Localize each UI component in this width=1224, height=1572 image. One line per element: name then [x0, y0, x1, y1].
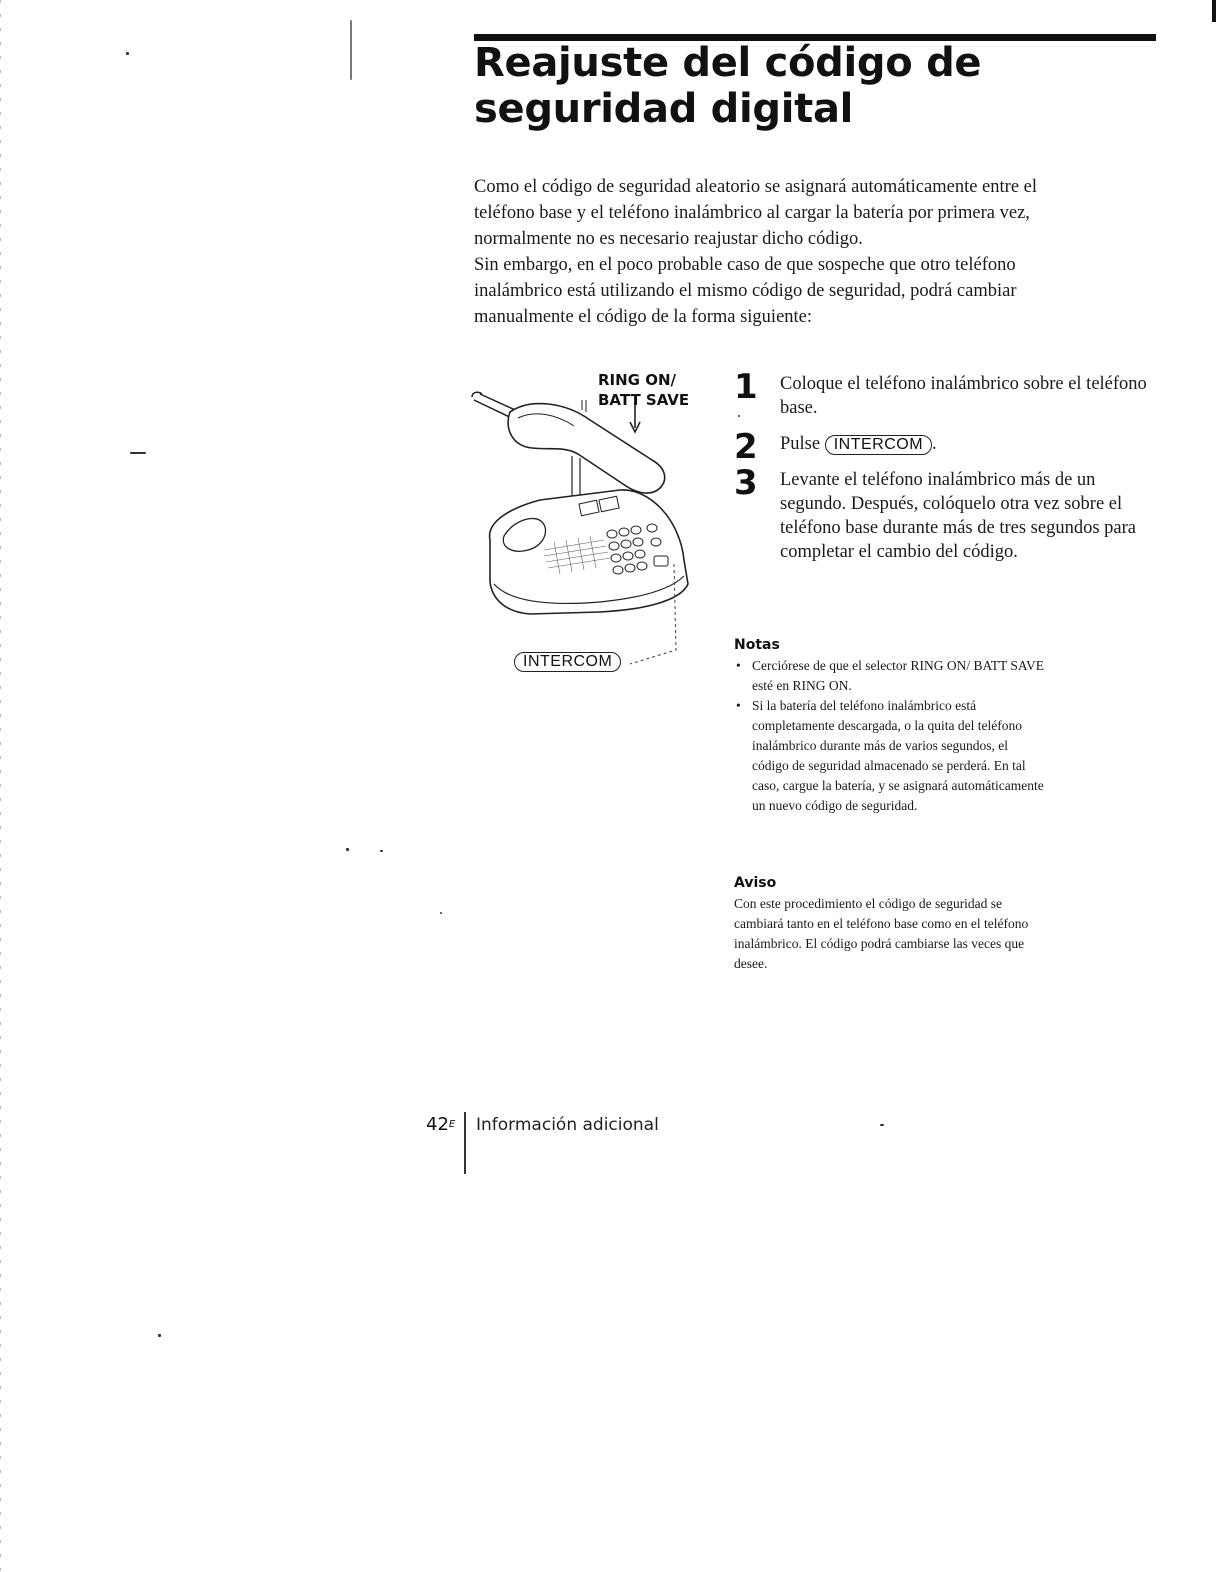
notes-section — [734, 636, 1044, 816]
step-number: 1 — [734, 367, 758, 407]
scan-speck — [346, 848, 349, 851]
page-title: Reajuste del código de seguridad digital — [474, 40, 982, 132]
step-number: 2 — [734, 427, 758, 467]
cordless-phone-illustration-icon — [470, 370, 700, 670]
steps-list — [734, 367, 1164, 576]
edge-mark — [1212, 0, 1216, 22]
ring-on-batt-save-label: RING ON/ BATT SAVE — [598, 371, 690, 409]
aviso-heading: Aviso — [734, 875, 777, 891]
footer-divider — [464, 1112, 466, 1174]
scan-speck — [158, 1334, 161, 1337]
step-text: Levante el teléfono inalámbrico más de un segundo. Después, colóquelo otra vez sobre el teléfono base durante más de tres segundos para completar el cambio del código. — [780, 470, 1136, 562]
scan-speck — [350, 20, 352, 80]
step-2 — [734, 427, 1164, 467]
page-suffix: E — [448, 1119, 456, 1130]
intro-paragraph-1: Como el código de seguridad aleatorio se asignará automáticamente entre el teléfono base y el teléfono inalámbrico al cargar la batería por primera vez, normalmente no es necesario reajustar dicho código. — [474, 177, 1038, 249]
step-text: Coloque el teléfono inalámbrico sobre el teléfono base. — [780, 374, 1147, 418]
scan-speck — [130, 452, 146, 454]
scan-speck — [380, 850, 383, 852]
intercom-key-label: INTERCOM — [514, 652, 621, 672]
phone-figure — [470, 370, 700, 690]
step-number: 3 — [734, 463, 758, 503]
aviso-section — [734, 874, 1044, 974]
step-3 — [734, 463, 1164, 564]
scan-speck — [738, 415, 740, 417]
step-1 — [734, 367, 1164, 420]
intro-text — [474, 174, 1074, 330]
intro-paragraph-2: Sin embargo, en el poco probable caso de que sospeche que otro teléfono inalámbrico está utilizando el mismo código de seguridad, podrá cambiar manualmente el código de la forma siguiente: — [474, 255, 1017, 327]
scan-margin-marks — [0, 0, 1, 1572]
page-number: $42^E$ — [426, 1114, 456, 1135]
note-item: • Si la batería del teléfono inalámbrico está completamente descargada, o la quita del teléfono inalámbrico durante más de varios segundos, el código de seguridad almacenado se perderá. En tal caso, cargue la batería, y se asignará automáticamente un nuevo código de seguridad. — [734, 696, 1044, 816]
scan-speck — [440, 912, 442, 914]
step-text: Pulse — [780, 434, 821, 454]
scan-speck — [126, 52, 129, 55]
note-item: • Cerciórese de que el selector RING ON/ BATT SAVE esté en RING ON. — [734, 656, 1044, 696]
scan-speck — [880, 1124, 884, 1126]
intercom-key: INTERCOM — [825, 435, 932, 455]
notes-heading: Notas — [734, 637, 780, 653]
section-name: Información adicional — [476, 1115, 659, 1135]
step-text-end: . — [932, 434, 937, 454]
aviso-text: Con este procedimiento el código de seguridad se cambiará tanto en el teléfono base como en el teléfono inalámbrico. El código podrá cambiarse las veces que desee. — [734, 896, 1029, 971]
